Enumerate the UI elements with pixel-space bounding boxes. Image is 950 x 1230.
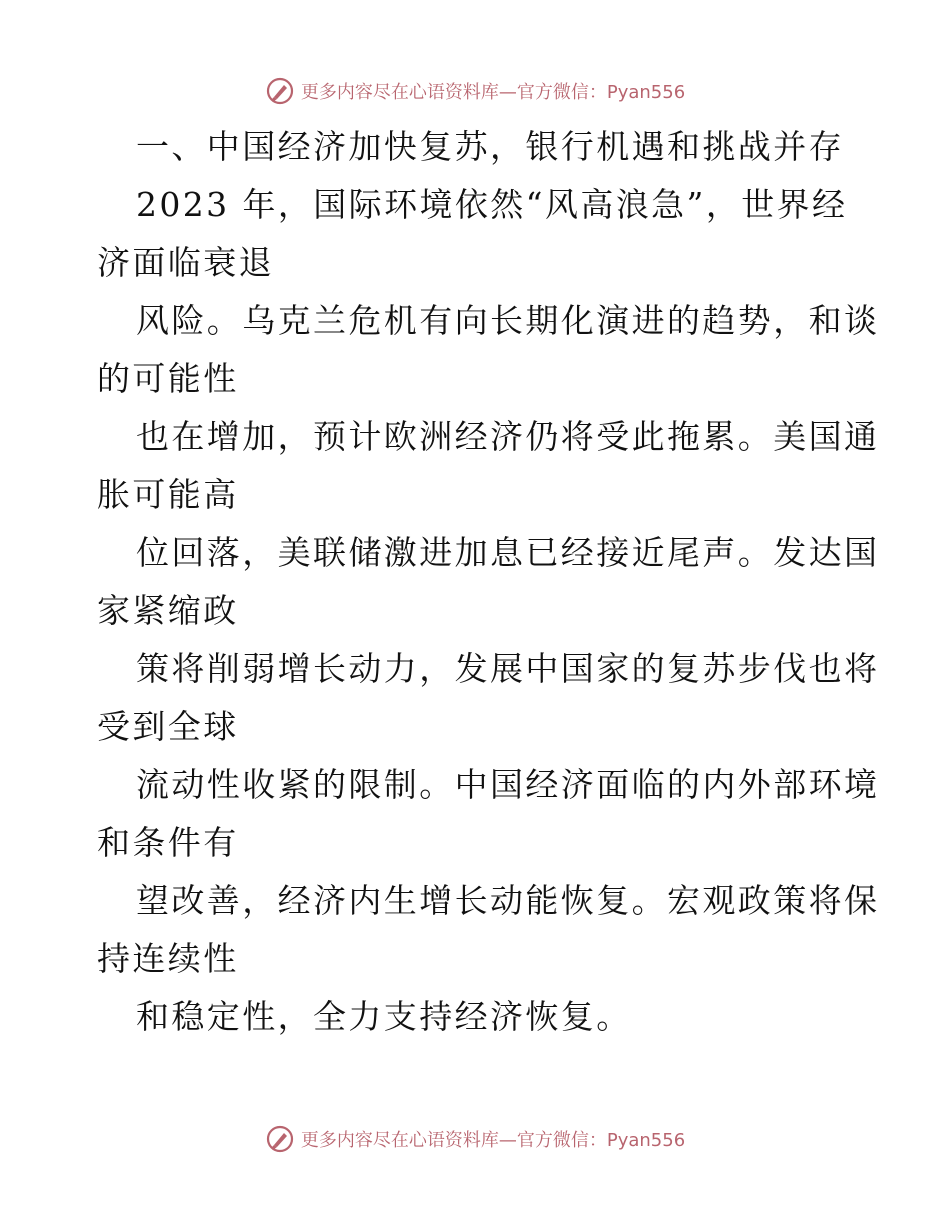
- watermark-text: 更多内容尽在心语资料库—官方微信：Pyan556: [300, 82, 686, 103]
- paragraph-line: 流动性收紧的限制。中国经济面临的内外部环境: [136, 765, 880, 804]
- paragraph-line: 望改善，经济内生增长动能恢复。宏观政策将保: [136, 881, 880, 920]
- paragraph-line: 位回落，美联储激进加息已经接近尾声。发达国: [136, 533, 880, 572]
- paragraph-line: 和条件有: [97, 823, 239, 862]
- watermark-text: 更多内容尽在心语资料库—官方微信：Pyan556: [300, 1130, 686, 1151]
- paragraph-line: 也在增加，预计欧洲经济仍将受此拖累。美国通: [136, 417, 880, 456]
- footer-watermark: [0, 1122, 950, 1156]
- pen-nib-seal-icon: [265, 1124, 295, 1154]
- paragraph-line: 的可能性: [97, 359, 239, 398]
- paragraph-line: 和稳定性，全力支持经济恢复。: [136, 997, 632, 1036]
- paragraph-line: 策将削弱增长动力，发展中国家的复苏步伐也将: [136, 649, 880, 688]
- section-heading: 一、中国经济加快复苏，银行机遇和挑战并存: [136, 127, 844, 166]
- paragraph-line: 家紧缩政: [97, 591, 239, 630]
- paragraph-line: 受到全球: [97, 707, 239, 746]
- header-watermark: [0, 74, 950, 108]
- pen-nib-seal-icon: [265, 76, 295, 106]
- paragraph-line: 济面临衰退: [97, 243, 274, 282]
- paragraph-line: 持连续性: [97, 939, 239, 978]
- paragraph-line: 风险。乌克兰危机有向长期化演进的趋势，和谈: [136, 301, 880, 340]
- paragraph-line: 2023 年，国际环境依然“风高浪急”，世界经: [136, 185, 848, 224]
- document-body: [97, 118, 880, 1046]
- paragraph-line: 胀可能高: [97, 475, 239, 514]
